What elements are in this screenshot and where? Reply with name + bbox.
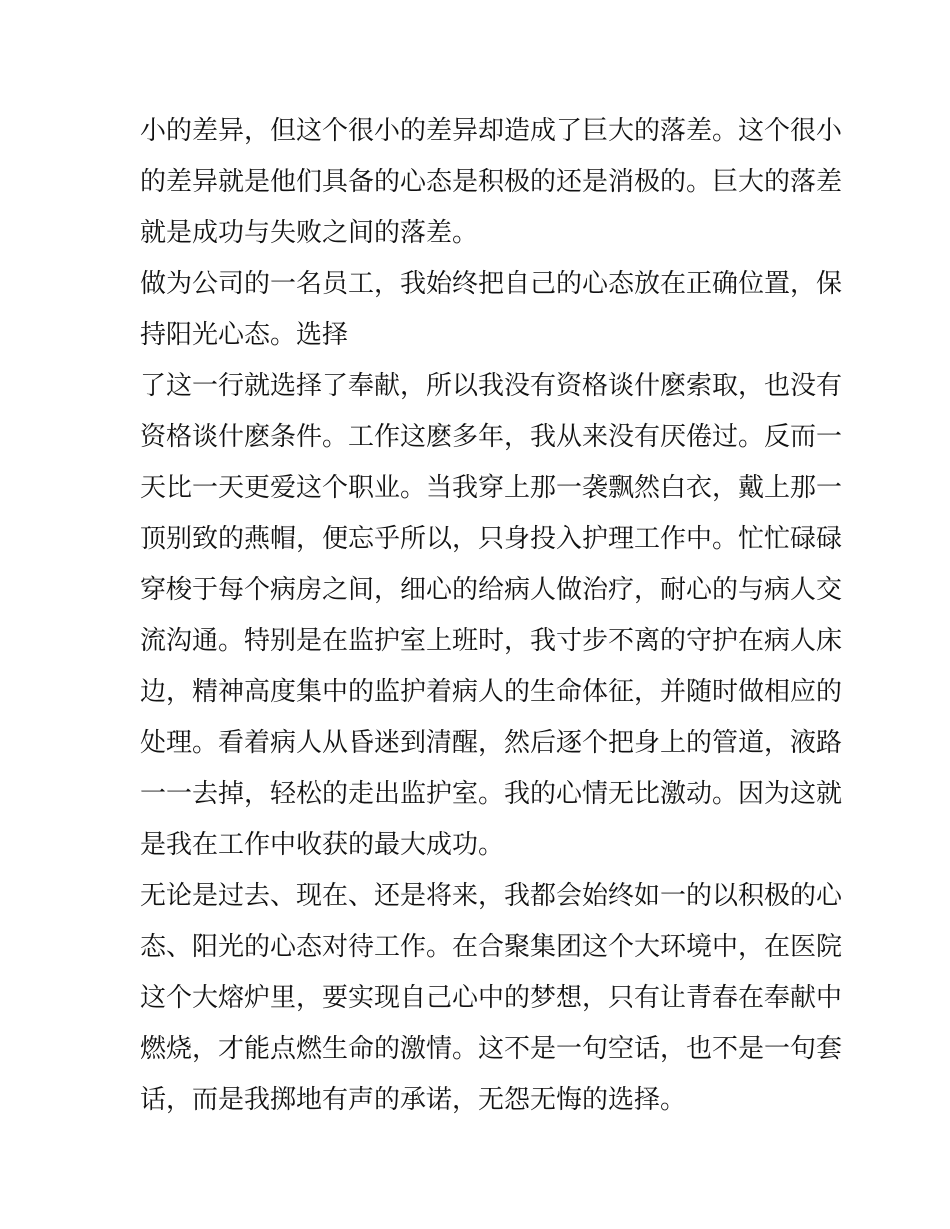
text-line: 穿梭于每个病房之间，细心的给病人做治疗，耐心的与病人交 — [140, 575, 843, 605]
text-line: 一一去掉，轻松的走出监护室。我的心情无比激动。因为这就 — [140, 779, 843, 809]
text-line: 边，精神高度集中的监护着病人的生命体征，并随时做相应的 — [140, 677, 843, 707]
text-line: 燃烧，才能点燃生命的激情。这不是一句空话，也不是一句套 — [140, 1034, 843, 1064]
text-line: 持阳光心态。选择 — [140, 320, 349, 350]
text-line: 话，而是我掷地有声的承诺，无怨无悔的选择。 — [140, 1085, 687, 1115]
text-line: 天比一天更爱这个职业。当我穿上那一袭飘然白衣，戴上那一 — [140, 473, 843, 503]
text-line: 无论是过去、现在、还是将来，我都会始终如一的以积极的心 — [140, 881, 843, 911]
text-line: 这个大熔炉里，要实现自己心中的梦想，只有让青春在奉献中 — [140, 983, 843, 1013]
text-line: 做为公司的一名员工，我始终把自己的心态放在正确位置，保 — [140, 269, 843, 299]
text-line: 顶别致的燕帽，便忘乎所以，只身投入护理工作中。忙忙碌碌 — [140, 524, 843, 554]
text-line: 的差异就是他们具备的心态是积极的还是消极的。巨大的落差 — [140, 167, 843, 197]
text-line: 处理。看着病人从昏迷到清醒，然后逐个把身上的管道，液路 — [140, 728, 843, 758]
text-line: 态、阳光的心态对待工作。在合聚集团这个大环境中，在医院 — [140, 932, 843, 962]
text-line: 了这一行就选择了奉献，所以我没有资格谈什麽索取，也没有 — [140, 371, 843, 401]
text-line: 资格谈什麽条件。工作这麽多年，我从来没有厌倦过。反而一 — [140, 422, 843, 452]
text-line: 是我在工作中收获的最大成功。 — [140, 830, 505, 860]
document-body — [140, 106, 843, 1126]
text-line: 就是成功与失败之间的落差。 — [140, 218, 479, 248]
text-line: 流沟通。特别是在监护室上班时，我寸步不离的守护在病人床 — [140, 626, 843, 656]
text-line: 小的差异，但这个很小的差异却造成了巨大的落差。这个很小 — [140, 116, 843, 146]
